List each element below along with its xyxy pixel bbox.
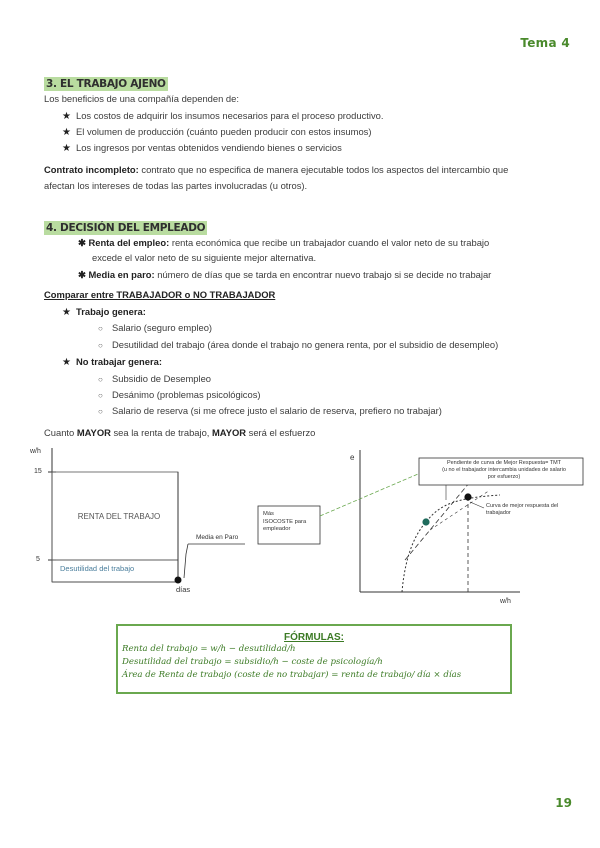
tema-label: Tema 4 — [520, 36, 570, 50]
list-item: ★ Los ingresos por ventas obtenidos vendiendo bienes o servicios — [62, 142, 342, 154]
isocost-line — [405, 482, 470, 560]
pendiente-label: Pendiente de curva de Mejor Respuesta= TMT (u no el trabajador intercambia unidades de salario por esfuerzo) — [442, 460, 566, 480]
list-item: ★ Trabajo genera: — [62, 306, 146, 318]
list-item: ★ No trabajar genera: — [62, 356, 162, 368]
renta-box-label: RENTA DEL TRABAJO — [77, 512, 161, 521]
circle-bullet-icon: ○ — [98, 391, 103, 400]
desutilidad-label: Desutilidad del trabajo — [60, 564, 135, 573]
star-bullet-icon: ★ — [62, 357, 71, 368]
tick-label-5: 5 — [36, 556, 40, 563]
list-item: ○ Desánimo (problemas psicológicos) — [98, 389, 261, 400]
section-4-title: 4. DECISIÓN DEL EMPLEADO — [46, 222, 206, 234]
star-bullet-icon: ★ — [62, 143, 71, 154]
contract-paragraph-line2: afectan los intereses de todas las partes involucradas (u otros). — [44, 180, 308, 191]
right-x-axis-label: w/h — [500, 598, 511, 605]
list-item: ○ Salario (seguro empleo) — [98, 322, 213, 333]
list-item: ★ Los costos de adquirir los insumos necesarios para el proceso productivo. — [62, 110, 384, 122]
formula-area: Área de Renta de trabajo (coste de no trabajar) = renta de trabajo/ día × días — [122, 670, 462, 680]
section-3-intro: Los beneficios de una compañía dependen de: — [44, 93, 239, 104]
cuanto-sentence: Cuanto MAYOR sea la renta de trabajo, MAYOR será el esfuerzo — [44, 427, 316, 438]
left-y-axis-label: w/h — [30, 448, 41, 455]
iso-connector — [320, 474, 418, 516]
right-y-axis-label: e — [350, 453, 355, 462]
compare-title: Comparar entre TRABAJADOR o NO TRABAJADOR — [44, 289, 276, 300]
circle-bullet-icon: ○ — [98, 341, 103, 350]
star-bullet-icon: ★ — [62, 111, 71, 122]
isocoste-label: Más ISOCOSTE para empleador — [263, 511, 307, 532]
list-item: ○ Desutilidad del trabajo (área donde el trabajo no genera renta, por el subsidio de desempleo) — [98, 339, 499, 350]
tangency-point — [464, 493, 471, 500]
mejor-respuesta-label: Curva de mejor respuesta del trabajador — [486, 503, 559, 516]
renta-definition: ✱ Renta del empleo: renta económica que recibe un trabajador cuando el valor neto de su trabajo — [78, 237, 490, 248]
list-item: ○ Subsidio de Desempleo — [98, 373, 212, 384]
dias-label: días — [176, 585, 191, 594]
circle-bullet-icon: ○ — [98, 407, 103, 416]
star-bullet-icon: ★ — [62, 127, 71, 138]
formula-desutilidad: Desutilidad del trabajo = subsidio/h − coste de psicología/h — [122, 657, 383, 667]
section-3-title: 3. EL TRABAJO AJENO — [46, 78, 166, 90]
contract-paragraph: Contrato incompleto: contrato que no especifica de manera ejecutable todos los aspectos del intercambio que — [44, 164, 509, 175]
mejor-pointer — [470, 502, 484, 508]
isocost-point — [422, 518, 429, 525]
media-paro-label: Media en Paro — [196, 534, 239, 541]
media-definition: ✱ Media en paro: número de días que se tarda en encontrar nuevo trabajo si se decide no trabajar — [78, 269, 492, 280]
media-paro-pointer — [184, 544, 188, 578]
formulas-title: FÓRMULAS: — [284, 632, 344, 643]
tick-label-15: 15 — [34, 468, 42, 475]
list-item: ★ El volumen de producción (cuánto pueden producir con estos insumos) — [62, 126, 372, 138]
dias-point — [175, 577, 182, 584]
renta-definition-line2: excede el valor neto de su siguiente mejor alternativa. — [92, 252, 317, 263]
list-item: ○ Salario de reserva (si me ofrece justo el salario de reserva, prefiero no trabajar) — [98, 405, 442, 416]
formula-renta: Renta del trabajo = w/h − desutilidad/h — [122, 644, 296, 654]
formulas-box — [116, 624, 512, 694]
star-bullet-icon: ★ — [62, 307, 71, 318]
tangent-line — [430, 490, 490, 530]
circle-bullet-icon: ○ — [98, 375, 103, 384]
circle-bullet-icon: ○ — [98, 324, 103, 333]
page-number: 19 — [555, 796, 572, 810]
